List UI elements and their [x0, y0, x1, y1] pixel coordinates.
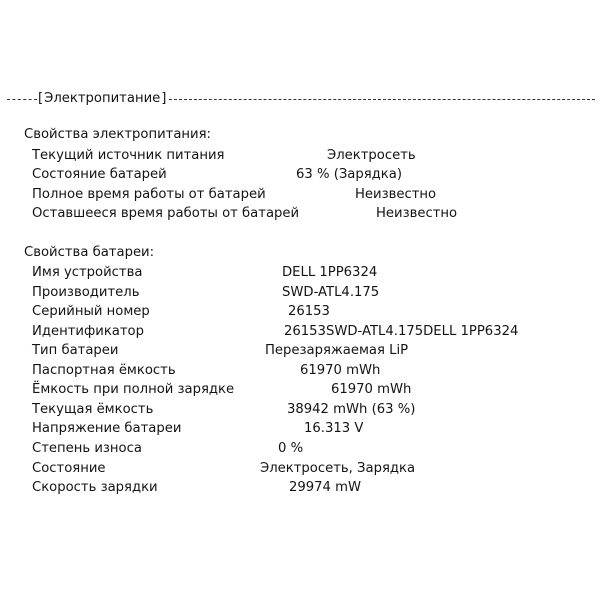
property-value: Неизвестно: [355, 187, 437, 202]
property-value: 61970 mWh: [300, 363, 381, 378]
property-label: Идентификатор: [32, 324, 144, 339]
property-label: Текущий источник питания: [32, 148, 225, 163]
property-value: Перезаряжаемая LiP: [265, 343, 409, 358]
property-label: Степень износа: [32, 441, 142, 456]
property-value: 26153: [288, 304, 330, 319]
header-dash-right: [169, 99, 595, 100]
property-value: Электросеть, Зарядка: [260, 461, 416, 476]
property-value: Электросеть: [327, 148, 416, 163]
property-value: DELL 1PP6324: [282, 265, 378, 280]
property-label: Производитель: [32, 285, 140, 300]
property-label: Состояние: [32, 461, 106, 476]
header-close-bracket: ]: [161, 91, 167, 106]
property-value: 29974 mW: [289, 480, 362, 495]
property-value: 0 %: [278, 441, 304, 456]
property-value: Неизвестно: [376, 206, 458, 221]
property-label: Серийный номер: [32, 304, 150, 319]
header-title: Электропитание: [44, 91, 161, 106]
section-header: [7, 90, 595, 108]
property-label: Тип батареи: [32, 343, 119, 358]
property-label: Скорость зарядки: [32, 480, 158, 495]
property-label: Текущая ёмкость: [32, 402, 154, 417]
property-value: 26153SWD-ATL4.175DELL 1PP6324: [284, 324, 519, 339]
property-value: SWD-ATL4.175: [282, 285, 380, 300]
property-value: 16.313 V: [304, 421, 364, 436]
property-label: Оставшееся время работы от батарей: [32, 206, 300, 221]
property-value: 38942 mWh (63 %): [287, 402, 416, 417]
battery-properties-title: Свойства батареи:: [24, 245, 155, 260]
power-properties-title: Свойства электропитания:: [24, 127, 211, 142]
property-value: 61970 mWh: [331, 382, 412, 397]
property-label: Паспортная ёмкость: [32, 363, 176, 378]
property-label: Ёмкость при полной зарядке: [32, 382, 235, 397]
header-dash-left: [7, 99, 37, 100]
property-label: Состояние батарей: [32, 167, 167, 182]
property-label: Полное время работы от батарей: [32, 187, 266, 202]
property-label: Имя устройства: [32, 265, 143, 280]
property-value: 63 % (Зарядка): [296, 167, 402, 182]
property-label: Напряжение батареи: [32, 421, 182, 436]
header-open-bracket: [: [38, 91, 44, 106]
